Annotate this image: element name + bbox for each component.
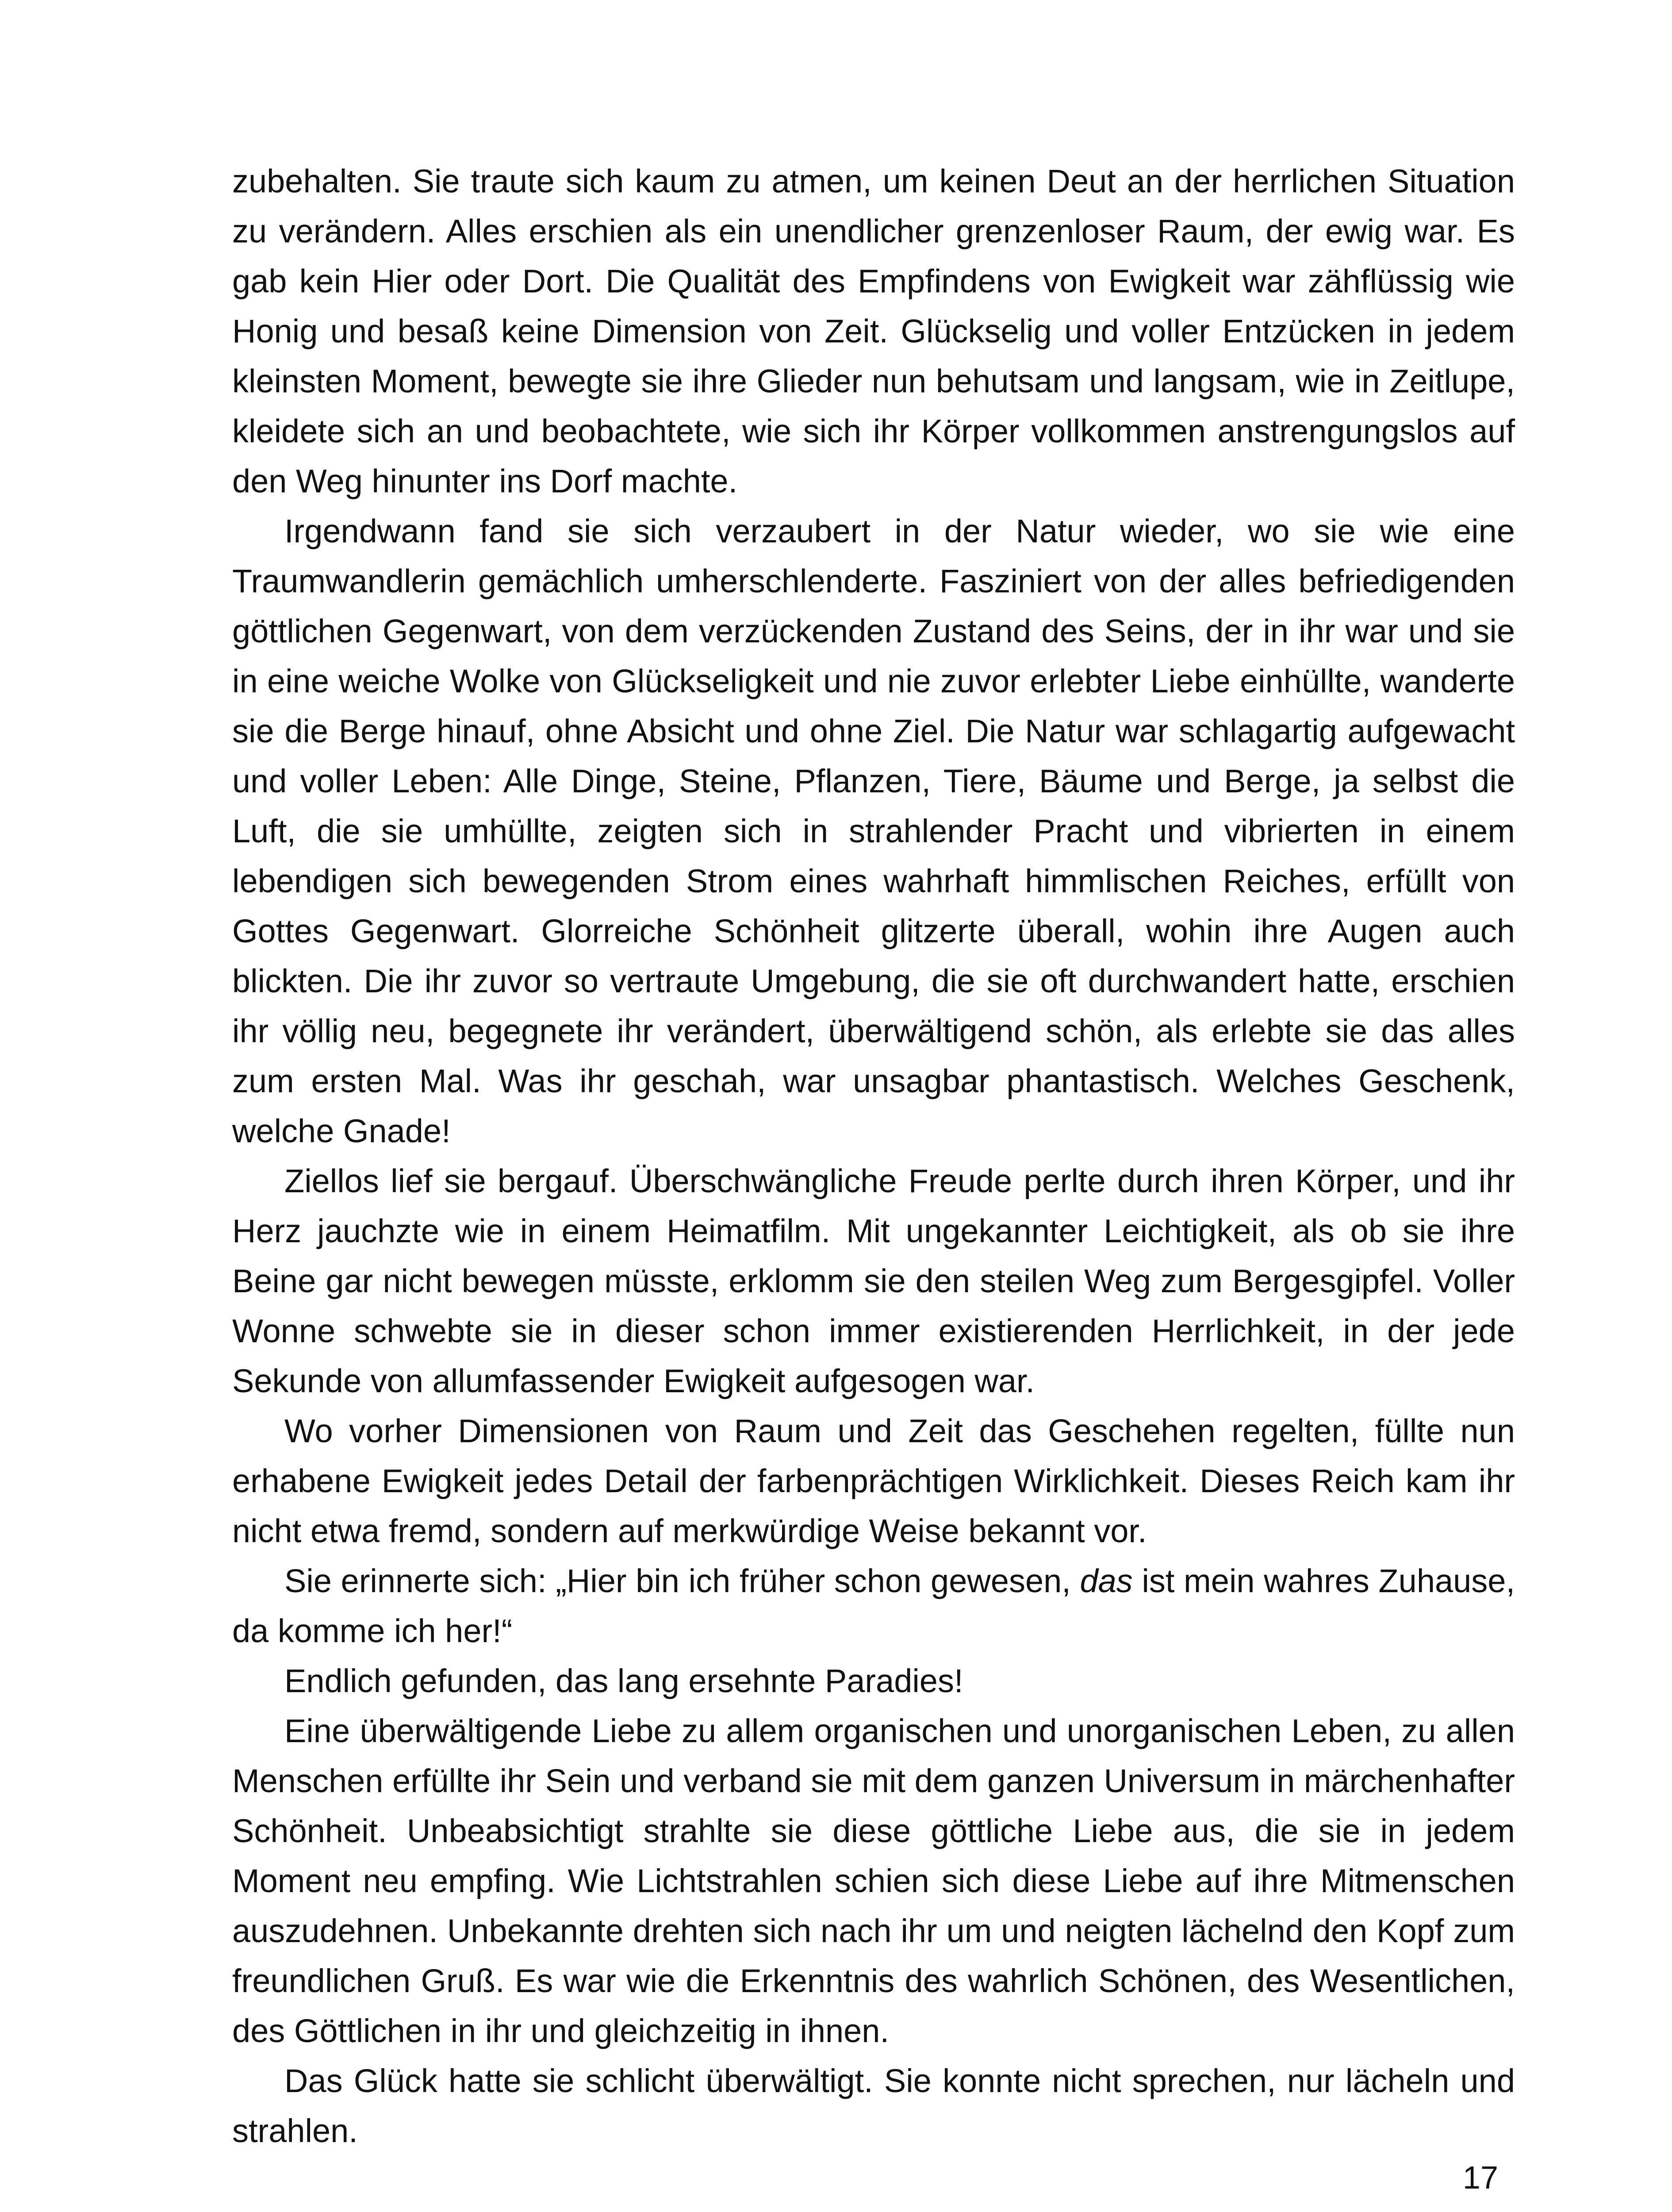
paragraph-5-emphasis: das: [1080, 1563, 1133, 1599]
paragraph-4: Wo vorher Dimensionen von Raum und Zeit das Geschehen regelten, füllte nun erhabene Ewigkeit jedes Detail der farbenprächtigen Wirklichkeit. Dieses Reich kam ihr nicht etwa fremd, sondern auf merkwürdige Weise bekannt vor.: [232, 1413, 1515, 1549]
paragraph-7: Eine überwältigende Liebe zu allem organischen und unorganischen Leben, zu allen Menschen erfüllte ihr Sein und verband sie mit dem ganzen Universum in märchenhafter Schönheit. Unbeabsichtigt strahlte sie diese göttliche Liebe aus, die sie in jedem Moment neu empfing. Wie Lichtstrahlen schien sich diese Liebe auf ihre Mitmenschen auszudehnen. Unbekannte drehten sich nach ihr um und neigten lächelnd den Kopf zum freundlichen Gruß. Es war wie die Erkenntnis des wahrlich Schönen, des Wesentlichen, des Göttlichen in ihr und gleichzeitig in ihnen.: [232, 1713, 1515, 2049]
paragraph-2: Irgendwann fand sie sich verzaubert in der Natur wieder, wo sie wie eine Traumwandlerin gemächlich umherschlenderte. Fasziniert von der alles befriedigenden göttlichen Gegenwart, von dem verzückenden Zustand des Seins, der in ihr war und sie in eine weiche Wolke von Glückseligkeit und nie zuvor erlebter Liebe einhüllte, wanderte sie die Berge hinauf, ohne Absicht und ohne Ziel. Die Natur war schlagartig aufgewacht und voller Leben: Alle Dinge, Steine, Pflanzen, Tiere, Bäume und Berge, ja selbst die Luft, die sie umhüllte, zeigten sich in strahlender Pracht und vibrierten in einem lebendigen sich bewegenden Strom eines wahrhaft himmlischen Reiches, erfüllt von Gottes Gegenwart. Glorreiche Schönheit glitzerte überall, wohin ihre Augen auch blickten. Die ihr zuvor so vertraute Umgebung, die sie oft durchwandert hatte, erschien ihr völlig neu, begegnete ihr verändert, überwältigend schön, als erlebte sie das alles zum ersten Mal. Was ihr geschah, war unsagbar phantastisch. Welches Geschenk, welche Gnade!: [232, 513, 1515, 1149]
paragraph-3: Ziellos lief sie bergauf. Überschwängliche Freude perlte durch ihren Körper, und ihr Herz jauchzte wie in einem Heimatfilm. Mit ungekannter Leichtigkeit, als ob sie ihre Beine gar nicht bewegen müsste, erklomm sie den steilen Weg zum Bergesgipfel. Voller Wonne schwebte sie in dieser schon immer existierenden Herrlichkeit, in der jede Sekunde von allumfassender Ewigkeit aufgesogen war.: [232, 1163, 1515, 1399]
paragraph-5-before: Sie erinnerte sich: „Hier bin ich früher schon gewesen,: [284, 1563, 1080, 1599]
page-number: 17: [1462, 2160, 1498, 2196]
paragraph-5: [232, 1556, 1515, 1656]
paragraph-5-after: ist mein wahres Zuhause, da komme ich her!“: [232, 1563, 1515, 1649]
paragraph-6: Endlich gefunden, das lang ersehnte Paradies!: [284, 1663, 963, 1699]
paragraph-1: zubehalten. Sie traute sich kaum zu atmen, um keinen Deut an der herrlichen Situation zu verändern. Alles erschien als ein unendlicher grenzenloser Raum, der ewig war. Es gab kein Hier oder Dort. Die Qualität des Empfindens von Ewigkeit war zähflüssig wie Honig und besaß keine Dimension von Zeit. Glückselig und voller Entzücken in jedem kleinsten Moment, bewegte sie ihre Glieder nun behutsam und langsam, wie in Zeitlupe, kleidete sich an und beobachtete, wie sich ihr Körper vollkommen anstrengungslos auf den Weg hinunter ins Dorf machte.: [232, 163, 1515, 499]
body-text: [232, 156, 1515, 2156]
paragraph-8: Das Glück hatte sie schlicht überwältigt. Sie konnte nicht sprechen, nur lächeln und strahlen.: [232, 2062, 1515, 2149]
